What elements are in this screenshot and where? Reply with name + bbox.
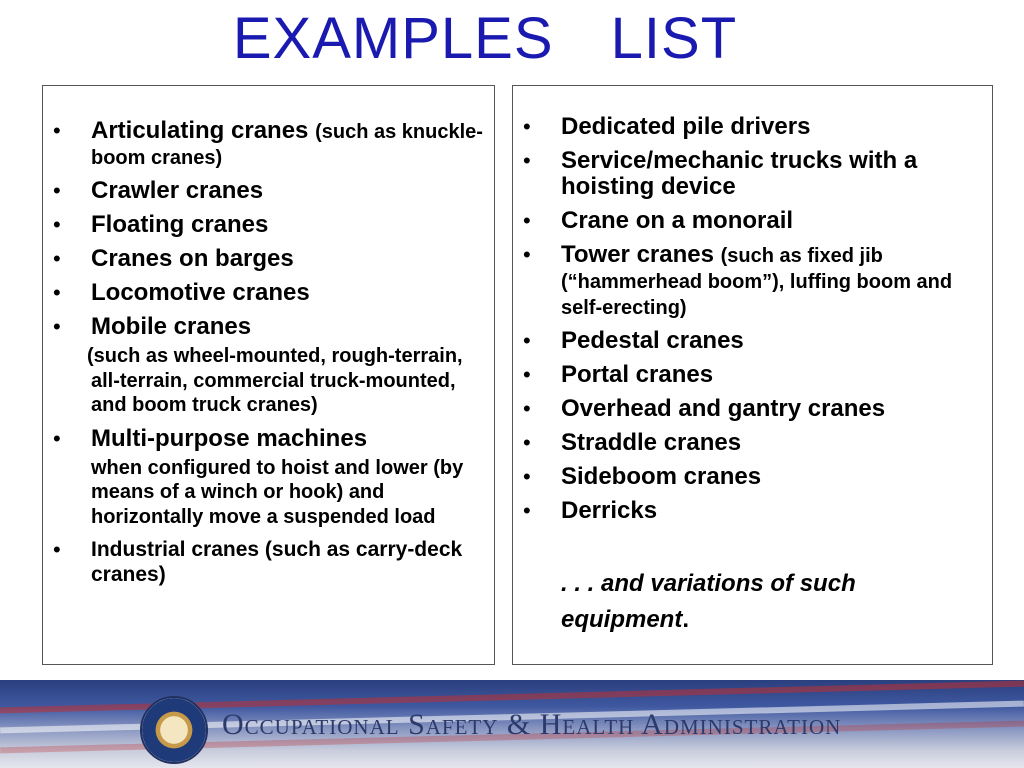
variations-note [561,566,984,638]
list-item-pile-drivers: • Dedicated pile drivers [561,114,984,140]
list-item-pedestal-cranes: • Pedestal cranes [561,328,984,354]
multi-purpose-detail: when configured to hoist and lower (by means of a winch or hook) and horizontally move a suspended load [91,456,464,528]
list-item-cranes-on-barges: • Cranes on barges [91,246,484,272]
right-examples-list [561,114,984,524]
osha-footer-banner [0,680,1024,768]
list-item-overhead-gantry: • Overhead and gantry cranes [561,396,984,422]
department-of-labor-seal-icon [140,696,208,764]
item-detail: (such as fixed jib (“hammerhead boom”), luffing boom and self-erecting) [561,245,953,319]
left-examples-box [42,85,495,665]
list-item-service-trucks: • Service/mechanic trucks with a hoisting device [561,148,984,200]
list-item-crawler-cranes: • Crawler cranes [91,178,484,204]
list-item-locomotive-cranes: • Locomotive cranes [91,280,484,306]
list-item-articulating-cranes [91,118,484,170]
list-item-monorail: • Crane on a monorail [561,208,984,234]
agency-name: Occupational Safety & Health Administration [222,708,842,741]
page-title: EXAMPLES LIST [232,6,738,71]
mobile-cranes-detail: (such as wheel-mounted, rough-terrain, all-terrain, commercial truck-mounted, and boom truck cranes) [87,345,463,416]
list-item-derricks: • Derricks [561,498,984,524]
list-item-mobile-cranes: • Mobile cranes [91,314,484,340]
list-item-multi-purpose-machines: • Multi-purpose machines [91,426,484,452]
item-detail: (such as knuckle-boom cranes) [91,121,483,169]
list-item-floating-cranes: • Floating cranes [91,212,484,238]
item-label: Articulating cranes [91,117,309,144]
right-examples-box [512,85,993,665]
list-item-portal-cranes: • Portal cranes [561,362,984,388]
list-item-industrial-cranes: • Industrial cranes (such as carry-deck cranes) [91,537,484,587]
item-label: Tower cranes [561,241,714,268]
left-examples-list [87,117,484,587]
list-item-sideboom-cranes: • Sideboom cranes [561,464,984,490]
variations-text: . . . and variations of such equipment [561,570,856,633]
list-item-tower-cranes [561,242,984,320]
list-item-straddle-cranes: • Straddle cranes [561,430,984,456]
variations-period: . [682,606,690,633]
